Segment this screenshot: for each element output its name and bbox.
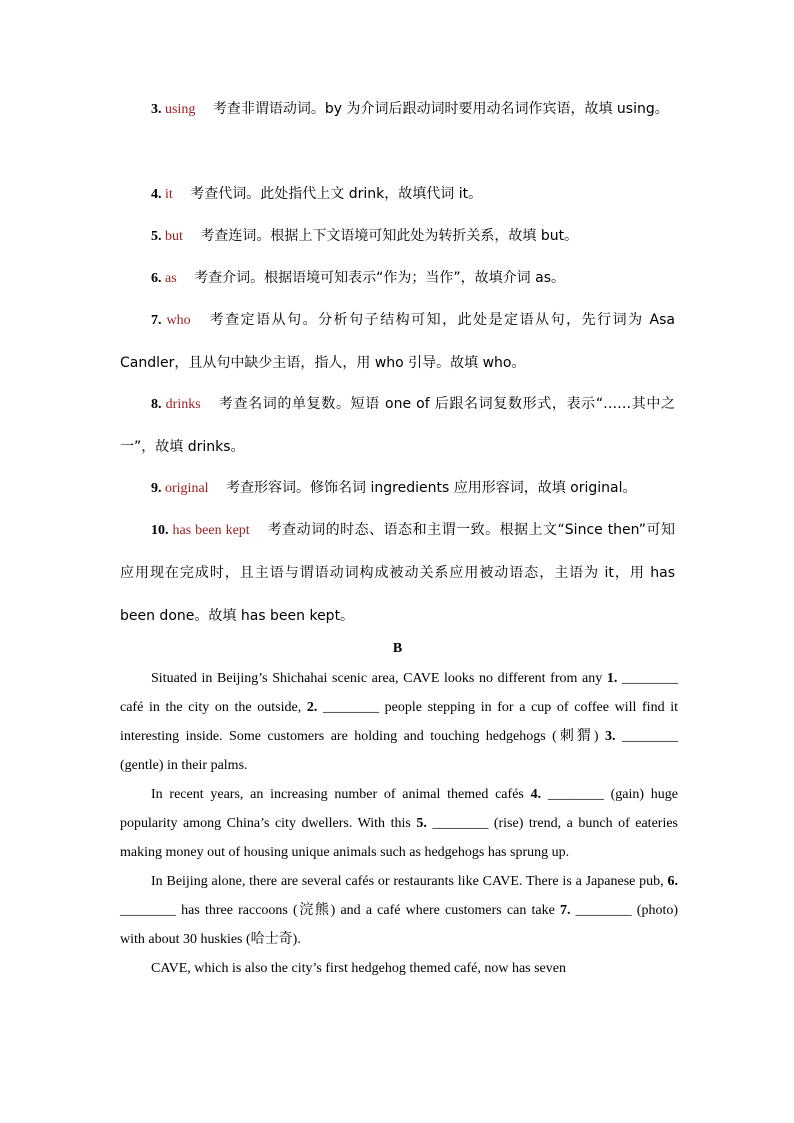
- blank-number: 4.: [530, 787, 542, 802]
- blank-line: ________ (gain) huge popularity among China’s city dwellers. With this: [120, 787, 678, 831]
- answer-item-9: [120, 467, 675, 510]
- passage-paragraph-4: [120, 954, 678, 983]
- answer-explanation: 考查动词的时态、语态和主谓一致。根据上文“Since then”可知应用现在完成时，且主语与谓语动词构成被动关系应用被动语态，主语为 it，用 has been done。故填 has been kept。: [120, 522, 676, 624]
- answer-explanation: 考查非谓语动词。by 为介词后跟动词时要用动名词作宾语，故填 using。: [212, 101, 669, 117]
- blank-line: ________ café in the city on the outside,: [120, 671, 679, 715]
- blank-number: 3.: [604, 729, 616, 744]
- blank-line: ________ (gentle) in their palms.: [120, 729, 678, 773]
- blank-number: 1.: [606, 671, 618, 686]
- answer-item-5: [120, 215, 675, 258]
- answer-word: original: [165, 481, 209, 496]
- reading-passage: [120, 664, 678, 983]
- blank-line: ________ has three raccoons (浣熊) and a café where customers can take: [120, 903, 560, 918]
- answer-explanation: 考查代词。此处指代上文 drink，故填代词 it。: [190, 186, 483, 202]
- answer-number: 5.: [151, 229, 162, 244]
- passage-paragraph-2: [120, 780, 678, 867]
- blank-number: 6.: [667, 874, 678, 889]
- answer-explanation: 考查形容词。修饰名词 ingredients 应用形容词，故填 original。: [226, 480, 637, 496]
- passage-text: CAVE, which is also the city’s first hedgehog themed café, now has seven: [151, 961, 566, 976]
- answer-explanation: 考查连词。根据上下文语境可知此处为转折关系，故填 but。: [200, 228, 579, 244]
- answer-explanation: 考查名词的单复数。短语 one of 后跟名词复数形式，表示“……其中之一”，故填 drinks。: [120, 396, 676, 455]
- passage-text: Situated in Beijing’s Shichahai scenic area, CAVE looks no different from any: [151, 671, 607, 686]
- answer-explanation: 考查介词。根据语境可知表示“作为；当作”，故填介词 as。: [194, 270, 565, 286]
- passage-paragraph-1: [120, 664, 678, 780]
- passage-text: In Beijing alone, there are several cafés or restaurants like CAVE. There is a Japanese pub,: [151, 874, 668, 889]
- answer-item-8: [120, 383, 675, 469]
- answer-number: 8.: [151, 397, 162, 412]
- answer-number: 4.: [151, 187, 162, 202]
- answer-number: 3.: [151, 102, 162, 117]
- blank-number: 2.: [306, 700, 318, 715]
- answer-item-3: [120, 88, 675, 131]
- answer-explanation: 考查定语从句。分析句子结构可知，此处是定语从句，先行词为 Asa Candler，且从句中缺少主语，指人，用 who 引导。故填 who。: [120, 312, 675, 371]
- answer-number: 7.: [151, 313, 162, 328]
- answer-item-7: [120, 299, 675, 385]
- blank-line: ________ people stepping in for a cup of coffee will find it interesting inside. Some customers are holding and touching hedgehogs (刺猬): [120, 700, 678, 744]
- answer-word: has been kept: [172, 523, 250, 538]
- answer-number: 9.: [151, 481, 162, 496]
- blank-line: ________ (rise) trend, a bunch of eateries making money out of housing unique animals such as hedgehogs has sprung up.: [120, 816, 678, 860]
- answer-number: 6.: [151, 271, 162, 286]
- answer-word: using: [165, 102, 196, 117]
- answer-word: but: [165, 229, 183, 244]
- answer-word: who: [166, 313, 191, 328]
- blank-number: 7.: [559, 903, 571, 918]
- answer-item-4: [120, 173, 675, 216]
- blank-number: 5.: [416, 816, 427, 831]
- blank-line: ________ (photo) with about 30 huskies (哈士奇).: [120, 903, 678, 947]
- answer-item-10: [120, 509, 675, 638]
- passage-text: In recent years, an increasing number of animal themed cafés: [151, 787, 531, 802]
- answer-word: it: [165, 187, 173, 202]
- section-title: B: [392, 641, 403, 656]
- answer-number: 10.: [151, 523, 169, 538]
- answer-word: drinks: [165, 397, 201, 412]
- answer-item-6: [120, 257, 675, 300]
- answer-word: as: [165, 271, 177, 286]
- passage-paragraph-3: [120, 867, 678, 954]
